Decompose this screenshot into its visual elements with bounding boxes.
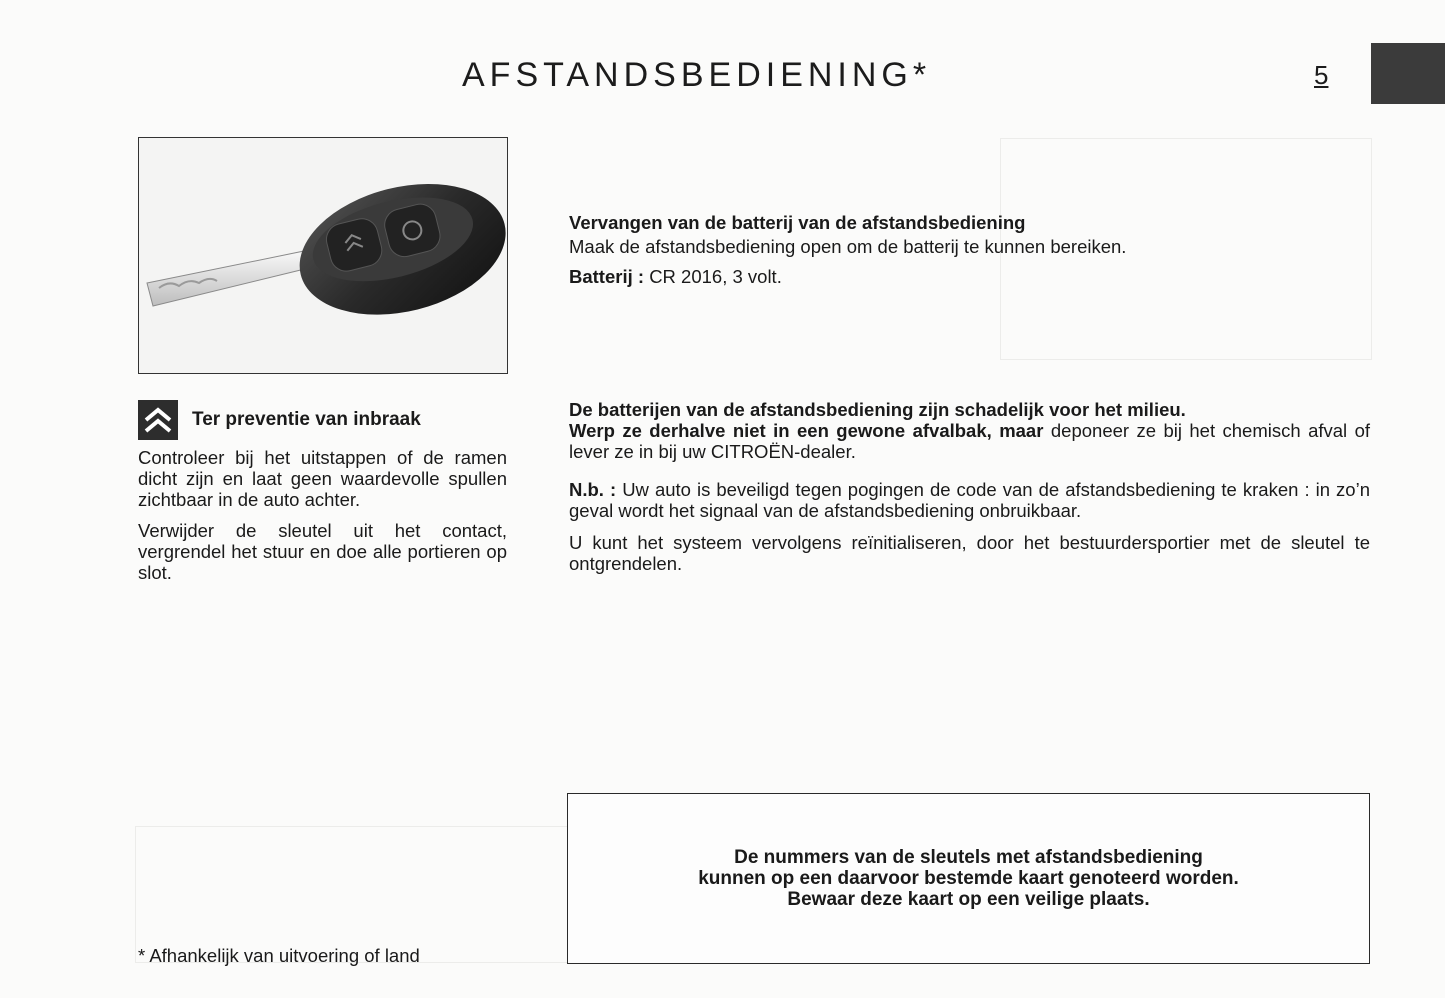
footnote: * Afhankelijk van uitvoering of land xyxy=(138,945,420,966)
environment-bold-1: De batterijen van de afstandsbediening zijn schadelijk voor het milieu. xyxy=(569,399,1186,420)
theft-title: Ter preventie van inbraak xyxy=(192,409,421,430)
battery-spec xyxy=(569,266,1369,287)
battery-label: Batterij : xyxy=(569,266,645,287)
battery-text: Maak de afstandsbediening open om de batterij te kunnen bereiken. xyxy=(569,236,1127,257)
key-card-line-2: kunnen op een daarvoor bestemde kaart genoteerd worden. xyxy=(698,868,1239,889)
environment-rest: deponeer ze bij het chemisch afval of lever ze in bij uw CITROËN-dealer. xyxy=(569,420,1371,462)
note-paragraph xyxy=(569,479,1370,521)
theft-paragraph-2: Verwijder de sleutel uit het contact, vergrendel het stuur en doe alle portieren op slot. xyxy=(138,520,507,583)
key-card-line-1: De nummers van de sleutels met afstandsbediening xyxy=(734,847,1203,868)
remote-key-photo xyxy=(138,137,508,374)
note-text: Uw auto is beveiligd tegen pogingen de code van de afstandsbediening te kraken : in zo’n geval wordt het signaal van de afstandsbediening onbruikbaar. xyxy=(569,479,1370,521)
chapter-tab xyxy=(1371,43,1445,104)
page-title: AFSTANDSBEDIENING* xyxy=(462,56,932,94)
battery-heading: Vervangen van de batterij van de afstandsbediening xyxy=(569,212,1026,233)
citroen-chevron-icon xyxy=(138,400,178,440)
key-card-notice xyxy=(567,793,1370,964)
battery-value: CR 2016, 3 volt. xyxy=(649,266,782,287)
reset-paragraph: U kunt het systeem vervolgens reïnitialiseren, door het bestuurdersportier met de sleutel te ontgrendelen. xyxy=(569,532,1370,574)
theft-heading xyxy=(138,399,508,441)
environment-paragraph xyxy=(569,399,1370,462)
environment-section xyxy=(569,399,1370,591)
theft-paragraph-1: Controleer bij het uitstappen of de ramen dicht zijn en laat geen waardevolle spullen zichtbaar in de auto achter. xyxy=(138,447,507,510)
environment-bold-2: Werp ze derhalve niet in een gewone afvalbak, maar xyxy=(569,420,1044,441)
theft-section xyxy=(138,447,507,593)
remote-key-photo-icon xyxy=(139,138,507,373)
key-card-line-3: Bewaar deze kaart op een veilige plaats. xyxy=(787,889,1150,910)
page-number: 5 xyxy=(1314,60,1329,90)
battery-section xyxy=(569,212,1369,296)
note-label: N.b. : xyxy=(569,479,617,500)
